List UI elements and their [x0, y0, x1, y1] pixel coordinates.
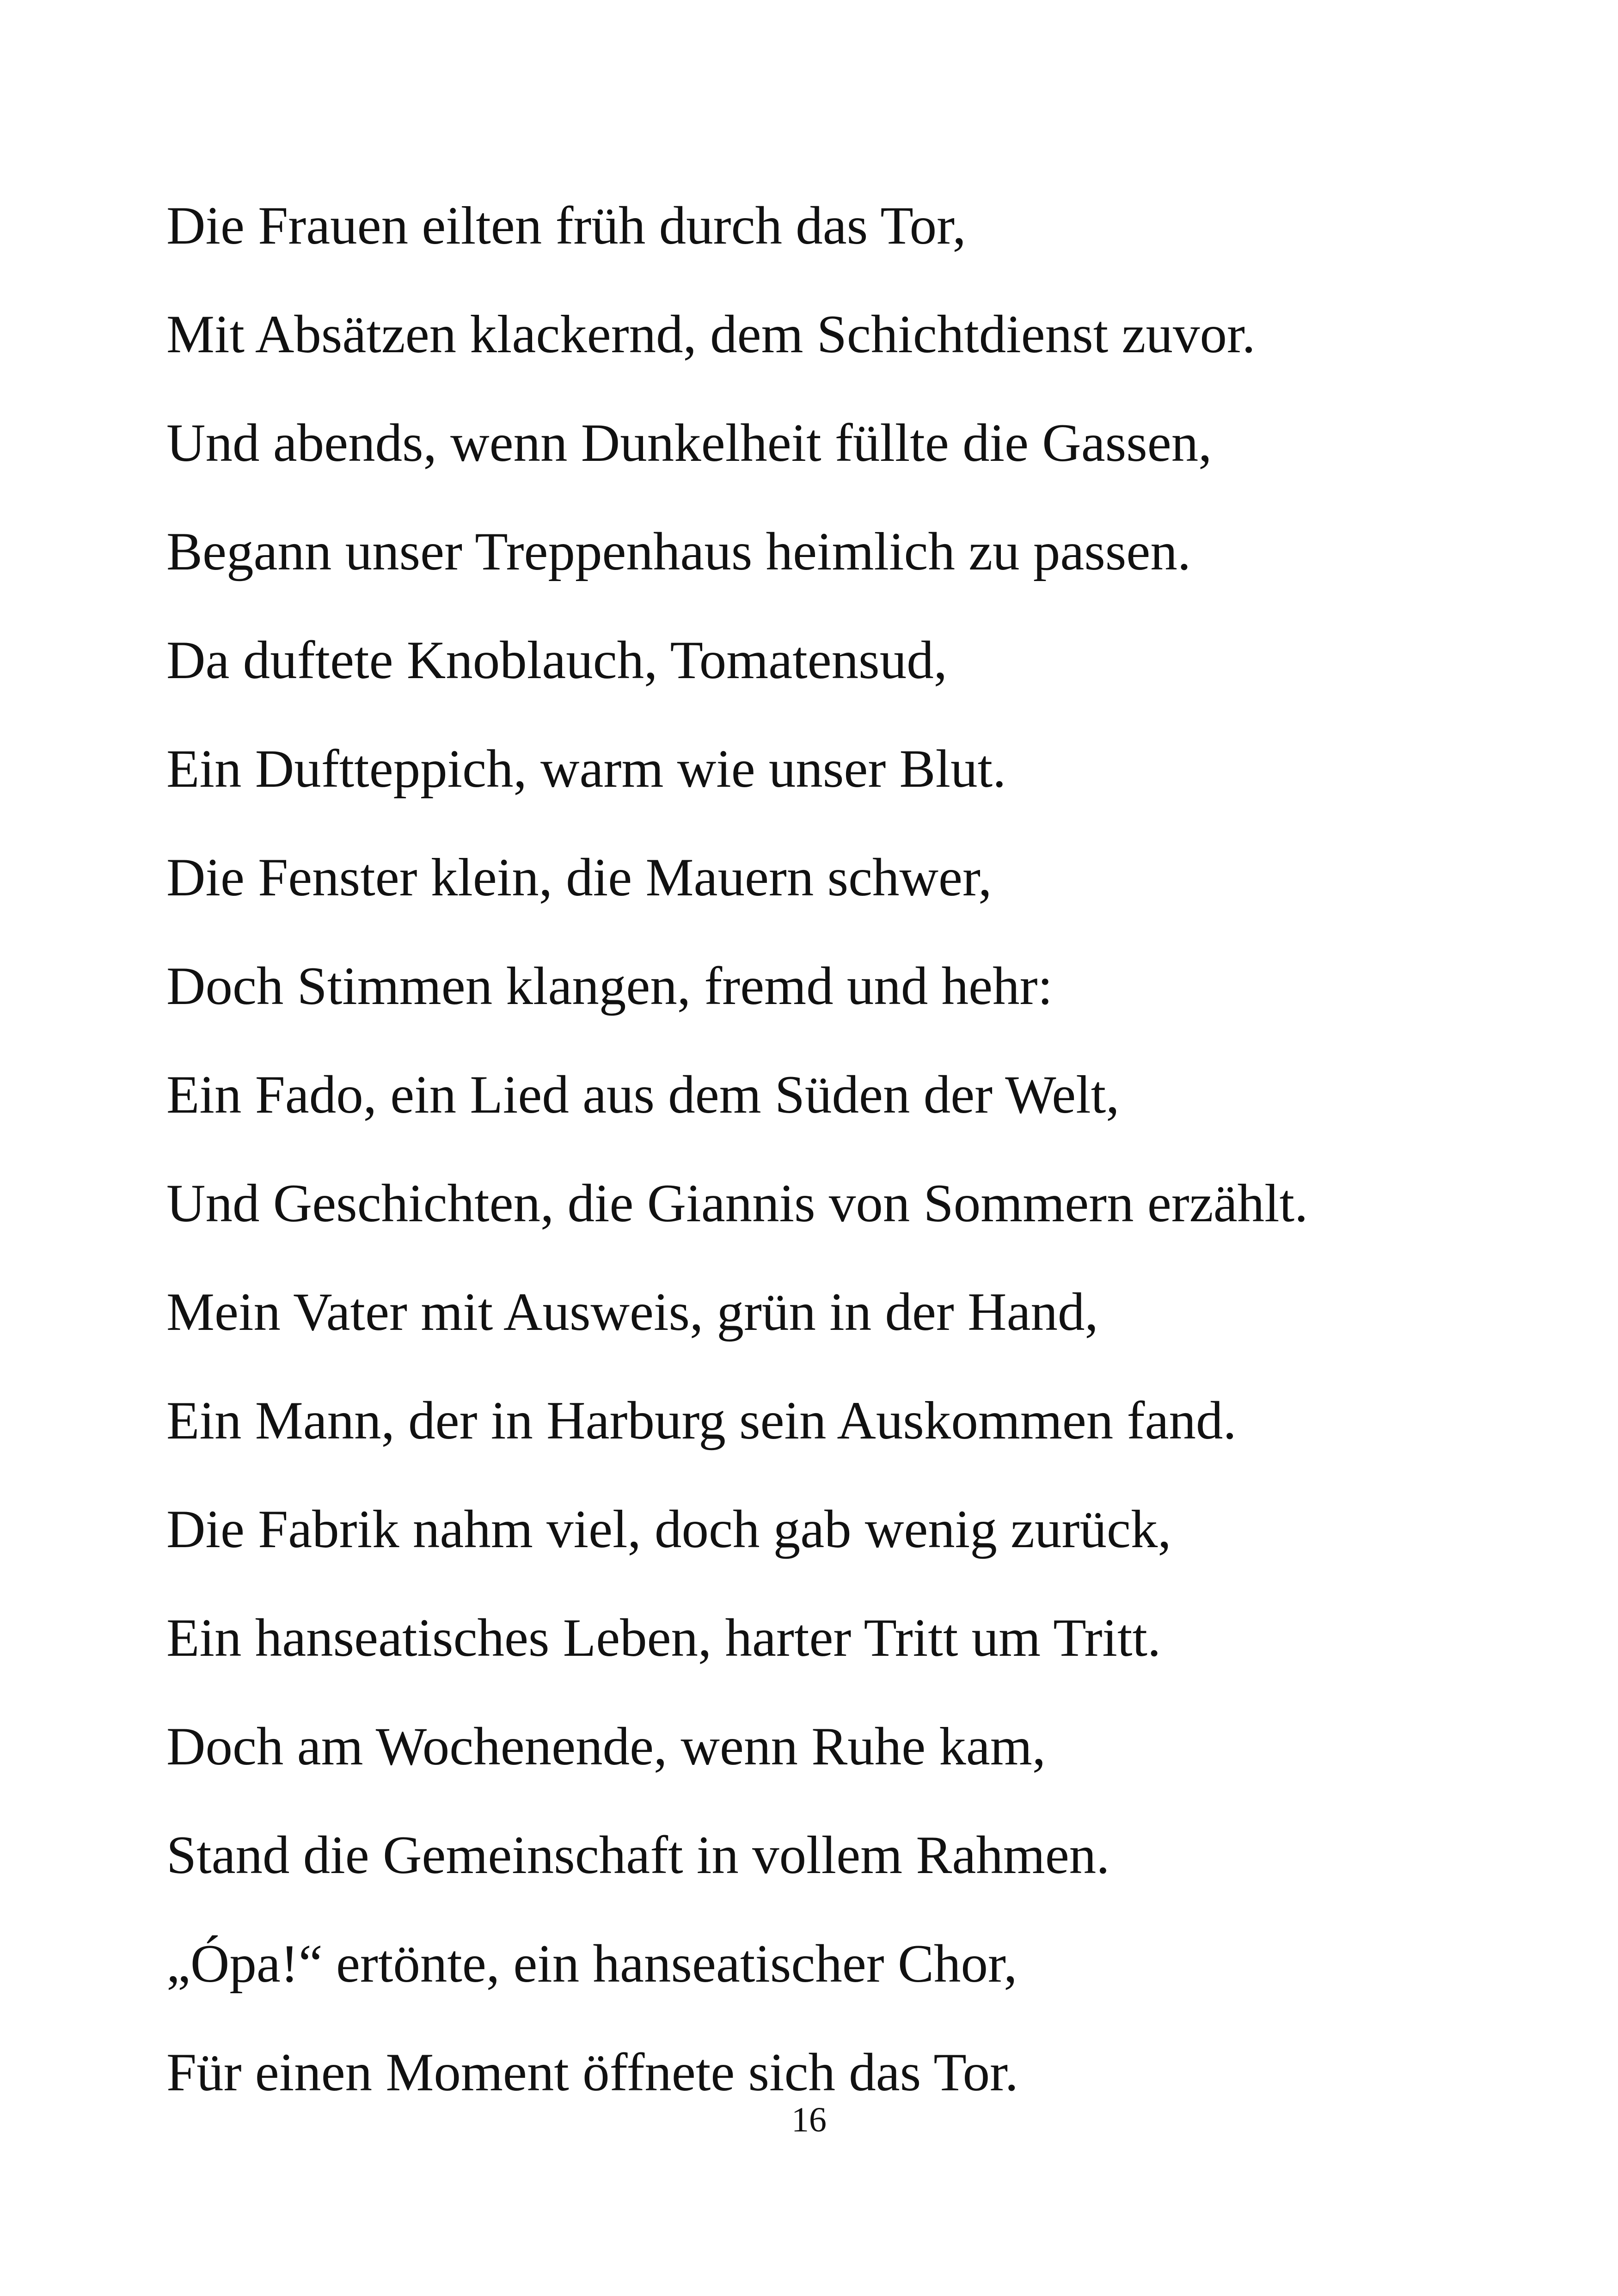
poem-line: Für einen Moment öffnete sich das Tor.: [166, 2043, 1018, 2102]
poem-line: Stand die Gemeinschaft in vollem Rahmen.: [166, 1825, 1110, 1885]
poem-line: Mein Vater mit Ausweis, grün in der Hand,: [166, 1282, 1098, 1342]
poem-line: Und Geschichten, die Giannis von Sommern erzählt.: [166, 1174, 1308, 1233]
poem-line: Ein Mann, der in Harburg sein Auskommen fand.: [166, 1391, 1237, 1451]
poem-line: Mit Absätzen klackernd, dem Schichtdienst zuvor.: [166, 305, 1256, 364]
page-number: 16: [791, 2100, 827, 2139]
poem-line: Ein Duftteppich, warm wie unser Blut.: [166, 739, 1006, 799]
poem-line: Ein Fado, ein Lied aus dem Süden der Welt,: [166, 1065, 1120, 1125]
poem-line: Doch am Wochenende, wenn Ruhe kam,: [166, 1717, 1046, 1776]
poem-line: Und abends, wenn Dunkelheit füllte die Gassen,: [166, 413, 1212, 473]
poem-line: „Ópa!“ ertönte, ein hanseatischer Chor,: [166, 1934, 1017, 1994]
poem-line: Doch Stimmen klangen, fremd und hehr:: [166, 956, 1053, 1016]
poem-line: Die Fenster klein, die Mauern schwer,: [166, 848, 992, 907]
poem-line: Die Frauen eilten früh durch das Tor,: [166, 196, 966, 256]
poem-line: Die Fabrik nahm viel, doch gab wenig zurück,: [166, 1500, 1171, 1559]
poem-line: Da duftete Knoblauch, Tomatensud,: [166, 631, 947, 690]
poem-line: Ein hanseatisches Leben, harter Tritt um Tritt.: [166, 1608, 1161, 1668]
poem-line: Begann unser Treppenhaus heimlich zu passen.: [166, 522, 1191, 582]
